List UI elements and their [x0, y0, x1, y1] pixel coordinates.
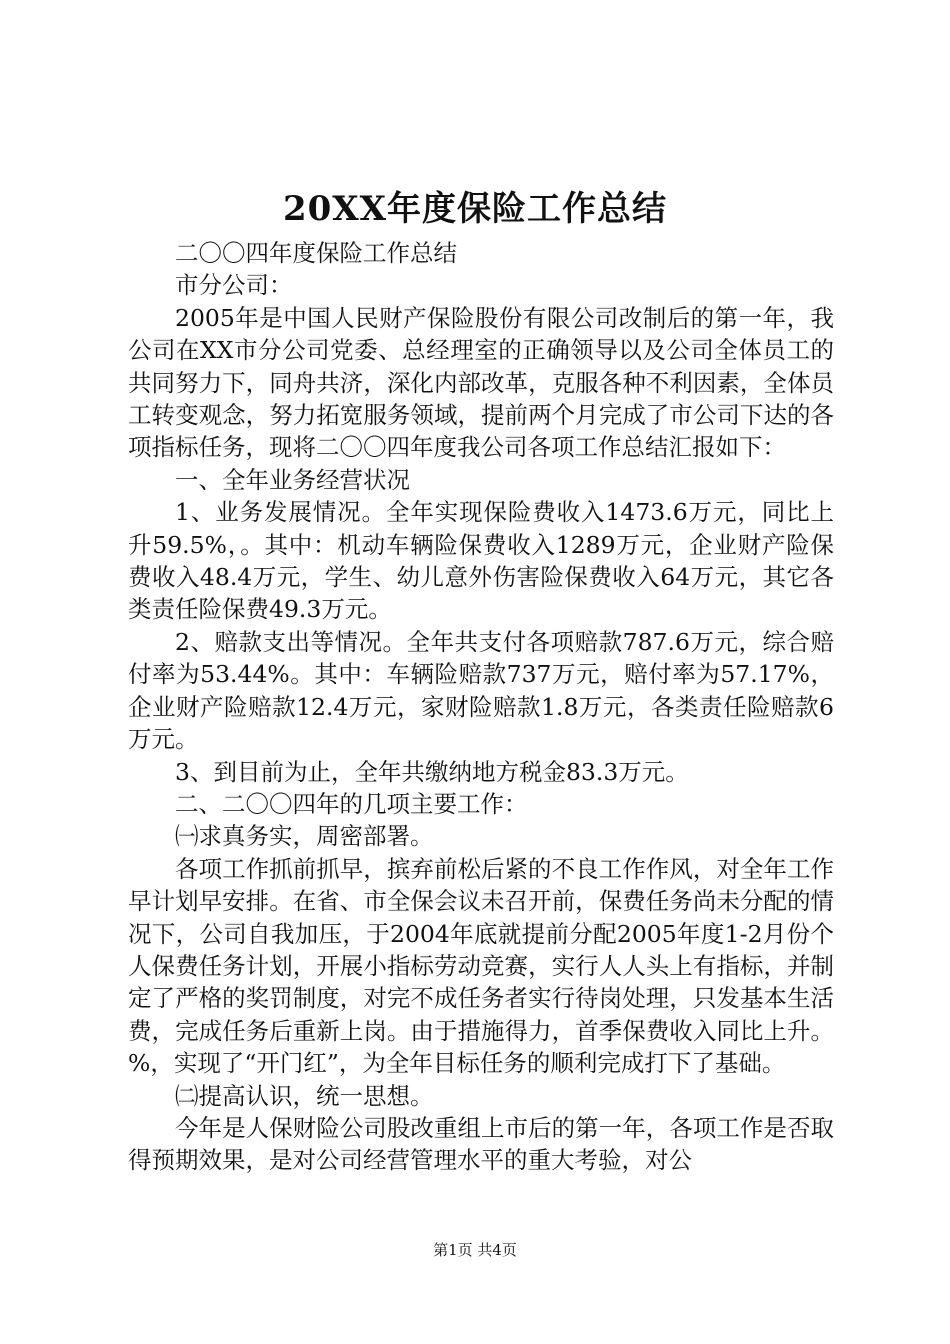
- subtitle-paragraph: 二〇〇四年度保险工作总结: [175, 239, 457, 267]
- document-title: 20XX年度保险工作总结: [282, 189, 668, 229]
- claims-paragraph: 2、赔款支出等情况。全年共支付各项赔款787.6万元，综合赔付率为53.44%。其中：车辆险赔款737万元，赔付率为57.17%，企业财产险赔款12.4万元，家财险赔款1.8万元，各类责任险赔款6万元。: [128, 627, 834, 754]
- tax-paragraph: 3、到目前为止，全年共缴纳地方税金83.3万元。: [175, 757, 689, 786]
- subsection-heading-1: ㈠求真务实，周密部署。: [175, 822, 434, 851]
- business-development-paragraph: 1、业务发展情况。全年实现保险费收入1473.6万元，同比上升59.5%，。其中：机动车辆险保费收入1289万元，企业财产险保费收入48.4万元，学生、幼儿意外伤害险保费收入64万元，其它各类责任险保费49.3万元。: [128, 498, 834, 624]
- section-heading-2: 二、二〇〇四年的几项主要工作：: [175, 789, 528, 818]
- section-heading-1: 一、全年业务经营状况: [175, 465, 410, 494]
- page-footer: 第1页 共4页: [433, 1241, 517, 1259]
- intro-paragraph: 2005年是中国人民财产保险股份有限公司改制后的第一年，我公司在XX市分公司党委、总经理室的正确领导以及公司全体员工的共同努力下，同舟共济，深化内部改革，克服各种不利因素，全体员工转变观念，努力拓宽服务领域，提前两个月完成了市公司下达的各项指标任务，现将二〇〇四年度我公司各项工作总结汇报如下：: [128, 303, 834, 462]
- subsection-heading-2: ㈡提高认识，统一思想。: [175, 1081, 434, 1110]
- planning-paragraph: 各项工作抓前抓早，摈弃前松后紧的不良工作作风，对全年工作早计划早安排。在省、市全保会议未召开前，保费任务尚未分配的情况下，公司自我加压，于2004年底就提前分配2005年度1-2月份个人保费任务计划，开展小指标劳动竞赛，实行人人头上有指标，并制定了严格的奖罚制度，对完不成任务者实行待岗处理，只发基本生活费，完成任务后重新上岗。由于措施得力，首季保费收入同比上升。%，实现了“开门红”，为全年目标任务的顺利完成打下了基础。: [128, 854, 834, 1078]
- salutation-paragraph: 市分公司：: [175, 271, 293, 300]
- awareness-paragraph: 今年是人保财险公司股改重组上市后的第一年，各项工作是否取得预期效果，是对公司经营管理水平的重大考验，对公: [128, 1113, 834, 1175]
- document-body: [128, 237, 834, 1177]
